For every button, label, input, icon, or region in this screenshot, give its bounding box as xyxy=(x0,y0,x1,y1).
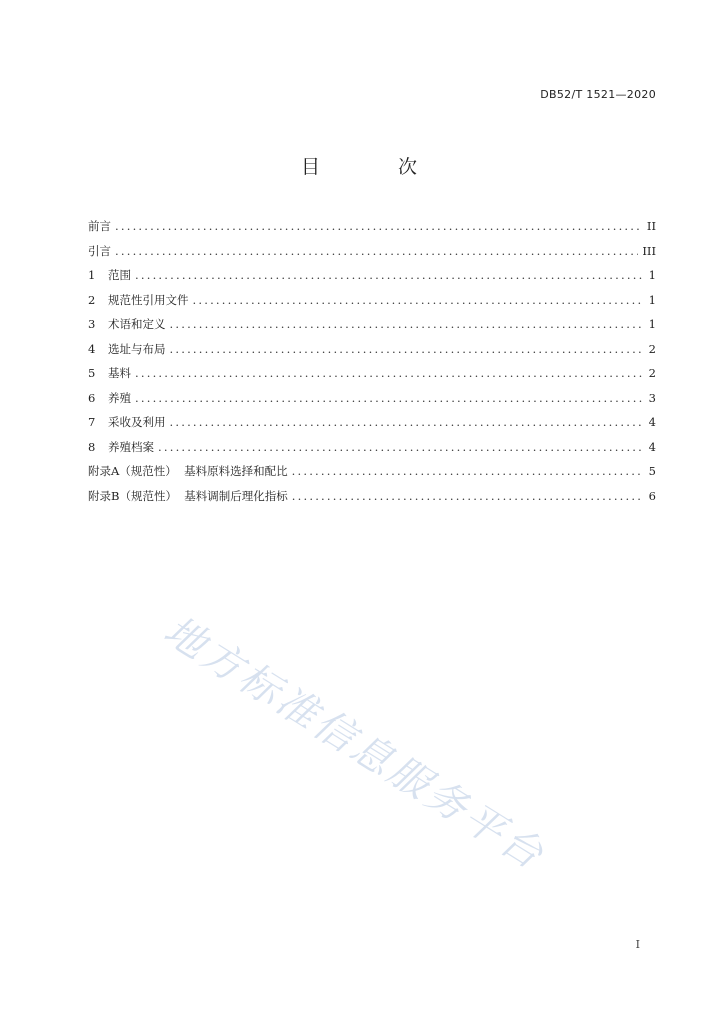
toc-entry[interactable] xyxy=(88,414,656,439)
toc-leader-dots xyxy=(170,342,643,356)
toc-entry[interactable] xyxy=(88,341,656,366)
toc-entry-page: 3 xyxy=(648,390,656,405)
toc-leader-dots xyxy=(292,489,642,503)
toc-entry-label: 养殖 xyxy=(108,390,131,405)
table-of-contents xyxy=(88,218,656,512)
toc-entry-number: 1 xyxy=(88,268,96,282)
toc-leader-dots xyxy=(135,366,642,380)
toc-entry-page: 4 xyxy=(648,415,656,429)
standard-code: DB52/T 1521—2020 xyxy=(540,88,656,101)
page-number: I xyxy=(635,938,640,951)
toc-entry[interactable] xyxy=(88,267,656,292)
toc-entry-label: 附录A（规范性） 基料原料选择和配比 xyxy=(88,464,288,478)
toc-entry-page: 1 xyxy=(648,268,656,282)
toc-entry-page: 5 xyxy=(648,464,656,478)
toc-entry-page: II xyxy=(646,219,656,233)
toc-entry[interactable] xyxy=(88,218,656,243)
toc-entry-page: 4 xyxy=(648,439,656,454)
toc-entry-number: 8 xyxy=(88,439,96,454)
toc-entry[interactable] xyxy=(88,463,656,488)
toc-entry[interactable] xyxy=(88,439,656,464)
toc-entry-label: 引言 xyxy=(88,243,111,258)
toc-entry-label: 养殖档案 xyxy=(108,439,154,454)
toc-entry-label: 基料 xyxy=(108,366,131,380)
toc-entry-page: 6 xyxy=(648,488,656,503)
toc-entry-label: 附录B（规范性） 基料调制后理化指标 xyxy=(88,488,288,503)
toc-entry-number: 2 xyxy=(88,292,96,307)
toc-leader-dots xyxy=(135,268,642,282)
toc-leader-dots xyxy=(115,244,638,258)
toc-leader-dots xyxy=(170,317,643,331)
toc-entry-label: 采收及利用 xyxy=(108,415,166,429)
watermark: 地方标准信息服务平台 xyxy=(155,607,554,880)
toc-leader-dots xyxy=(135,391,642,405)
toc-entry-page: III xyxy=(642,243,656,258)
toc-entry[interactable] xyxy=(88,365,656,390)
toc-entry-page: 1 xyxy=(648,317,656,331)
toc-entry-page: 1 xyxy=(648,292,656,307)
toc-entry[interactable] xyxy=(88,488,656,513)
toc-entry-number: 6 xyxy=(88,390,96,405)
toc-entry-page: 2 xyxy=(648,366,656,380)
toc-leader-dots xyxy=(158,440,642,454)
toc-leader-dots xyxy=(193,293,643,307)
toc-leader-dots xyxy=(170,415,643,429)
toc-entry-number: 5 xyxy=(88,366,96,380)
toc-entry-number: 7 xyxy=(88,415,96,429)
toc-entry-number: 4 xyxy=(88,341,96,356)
toc-entry[interactable] xyxy=(88,292,656,317)
toc-entry[interactable] xyxy=(88,390,656,415)
toc-entry-label: 范围 xyxy=(108,268,131,282)
toc-entry-number: 3 xyxy=(88,317,96,331)
toc-entry-label: 前言 xyxy=(88,219,111,233)
toc-leader-dots xyxy=(115,219,642,233)
toc-entry-label: 术语和定义 xyxy=(108,317,166,331)
toc-entry-label: 选址与布局 xyxy=(108,341,166,356)
toc-entry[interactable] xyxy=(88,316,656,341)
toc-leader-dots xyxy=(292,464,642,478)
toc-entry-page: 2 xyxy=(648,341,656,356)
toc-entry[interactable] xyxy=(88,243,656,268)
toc-entry-label: 规范性引用文件 xyxy=(108,292,189,307)
page-title: 目 次 xyxy=(300,156,454,178)
